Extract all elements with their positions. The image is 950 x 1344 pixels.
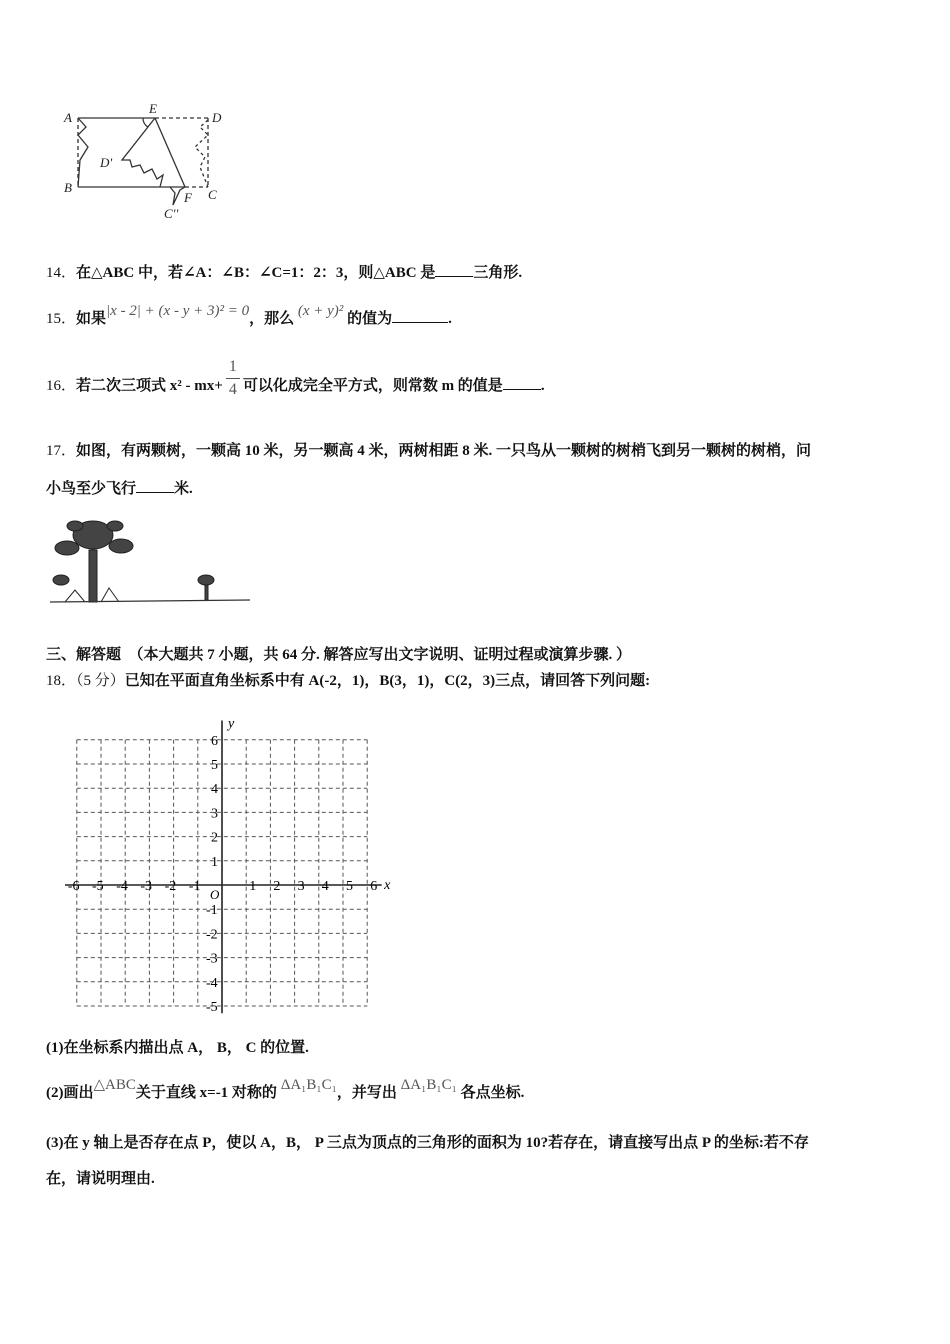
x-tick-label: -5 [92, 879, 104, 894]
y-tick-label: -5 [206, 1000, 218, 1015]
y-tick-label: 4 [211, 782, 218, 798]
label-d-prime: D' [100, 155, 113, 170]
label-d: D [212, 110, 222, 125]
x-tick-label: 2 [273, 879, 281, 894]
question-15: 15．如果|x - 2| + (x - y + 3)² = 0，那么 (x + y)² 的值为 . [46, 303, 452, 327]
coordinate-grid[interactable] [65, 712, 400, 1017]
question-18: 18．（5 分）已知在平面直角坐标系中有 A(-2，1)，B(3，1)，C(2，3)三点，请回答下列问题: [46, 673, 651, 689]
section-3-heading: 三、解答题 （本大题共 7 小题，共 64 分. 解答应写出文字说明、证明过程或演算步骤. ） [46, 647, 632, 663]
x-tick-label: -4 [116, 879, 128, 894]
origin-label: O [210, 887, 220, 902]
y-tick-label: -3 [206, 951, 218, 967]
label-e: E [149, 101, 157, 116]
label-b: B [64, 180, 72, 195]
y-tick-label: -1 [206, 903, 218, 919]
question-17-line1: 17．如图，有两颗树，一颗高 10 米，另一颗高 4 米，两树相距 8 米. 一只鸟从一颗树的树梢飞到另一颗树的树梢，问 [46, 443, 812, 459]
answer-blank[interactable] [435, 275, 473, 277]
label-c-double-prime: C'' [164, 206, 179, 221]
question-17-line2: 小鸟至少飞行 米. [46, 481, 193, 497]
question-14: 14．在△ABC 中，若∠A：∠B：∠C=1：2：3，则△ABC 是 三角形. [46, 265, 523, 281]
y-tick-label: 5 [211, 758, 218, 773]
x-tick-label: -3 [140, 879, 153, 894]
x-tick-label: -2 [164, 879, 177, 894]
x-tick-label: 5 [346, 879, 353, 894]
question-16: 16．若二次三项式 x² - mx+ $\frac{1}{4}$ 可以化成完全平方式，则常数 m 的值是 . [46, 358, 545, 398]
y-tick-label: 1 [211, 854, 218, 870]
x-tick-label: -1 [188, 879, 201, 894]
y-tick-label: 2 [211, 830, 218, 846]
x-tick-label: -6 [67, 879, 80, 894]
folded-rectangle-figure [60, 95, 240, 225]
y-tick-label: -4 [206, 975, 218, 991]
x-tick-label: 1 [249, 879, 257, 894]
two-trees-figure [45, 510, 255, 610]
x-axis-label: x [384, 878, 391, 893]
equation: |x - 2| + (x - y + 3)² = 0 [106, 303, 250, 319]
y-axis-label: y [228, 716, 235, 732]
y-tick-label: 3 [211, 806, 218, 822]
x-tick-label: 3 [297, 879, 305, 894]
question-18-part-3-line2: 在，请说明理由. [46, 1171, 155, 1187]
question-18-part-2: (2)画出△ABC关于直线 x=-1 对称的 ΔA₁B₁C₁，并写出 ΔA₁B₁C₁ 各点坐标. [46, 1077, 525, 1101]
fraction-one-quarter: $\frac{1}{4}$ [226, 358, 240, 399]
y-tick-label: 6 [211, 733, 218, 749]
label-a: A [64, 110, 72, 125]
answer-blank[interactable] [136, 491, 174, 493]
question-18-part-3-line1: (3)在 y 轴上是否存在点 P，使以 A，B， P 三点为顶点的三角形的面积为 10?若存在，请直接写出点 P 的坐标:若不存 [46, 1135, 809, 1151]
question-18-part-1: (1)在坐标系内描出点 A， B， C 的位置. [46, 1040, 309, 1056]
expression: (x + y)² [297, 303, 344, 319]
answer-blank[interactable] [503, 388, 541, 390]
x-tick-label: 4 [321, 879, 329, 894]
answer-blank[interactable] [392, 321, 448, 323]
label-f: F [184, 190, 192, 205]
x-tick-label: 6 [370, 879, 378, 894]
y-tick-label: -2 [206, 927, 218, 943]
label-c: C [208, 187, 217, 202]
